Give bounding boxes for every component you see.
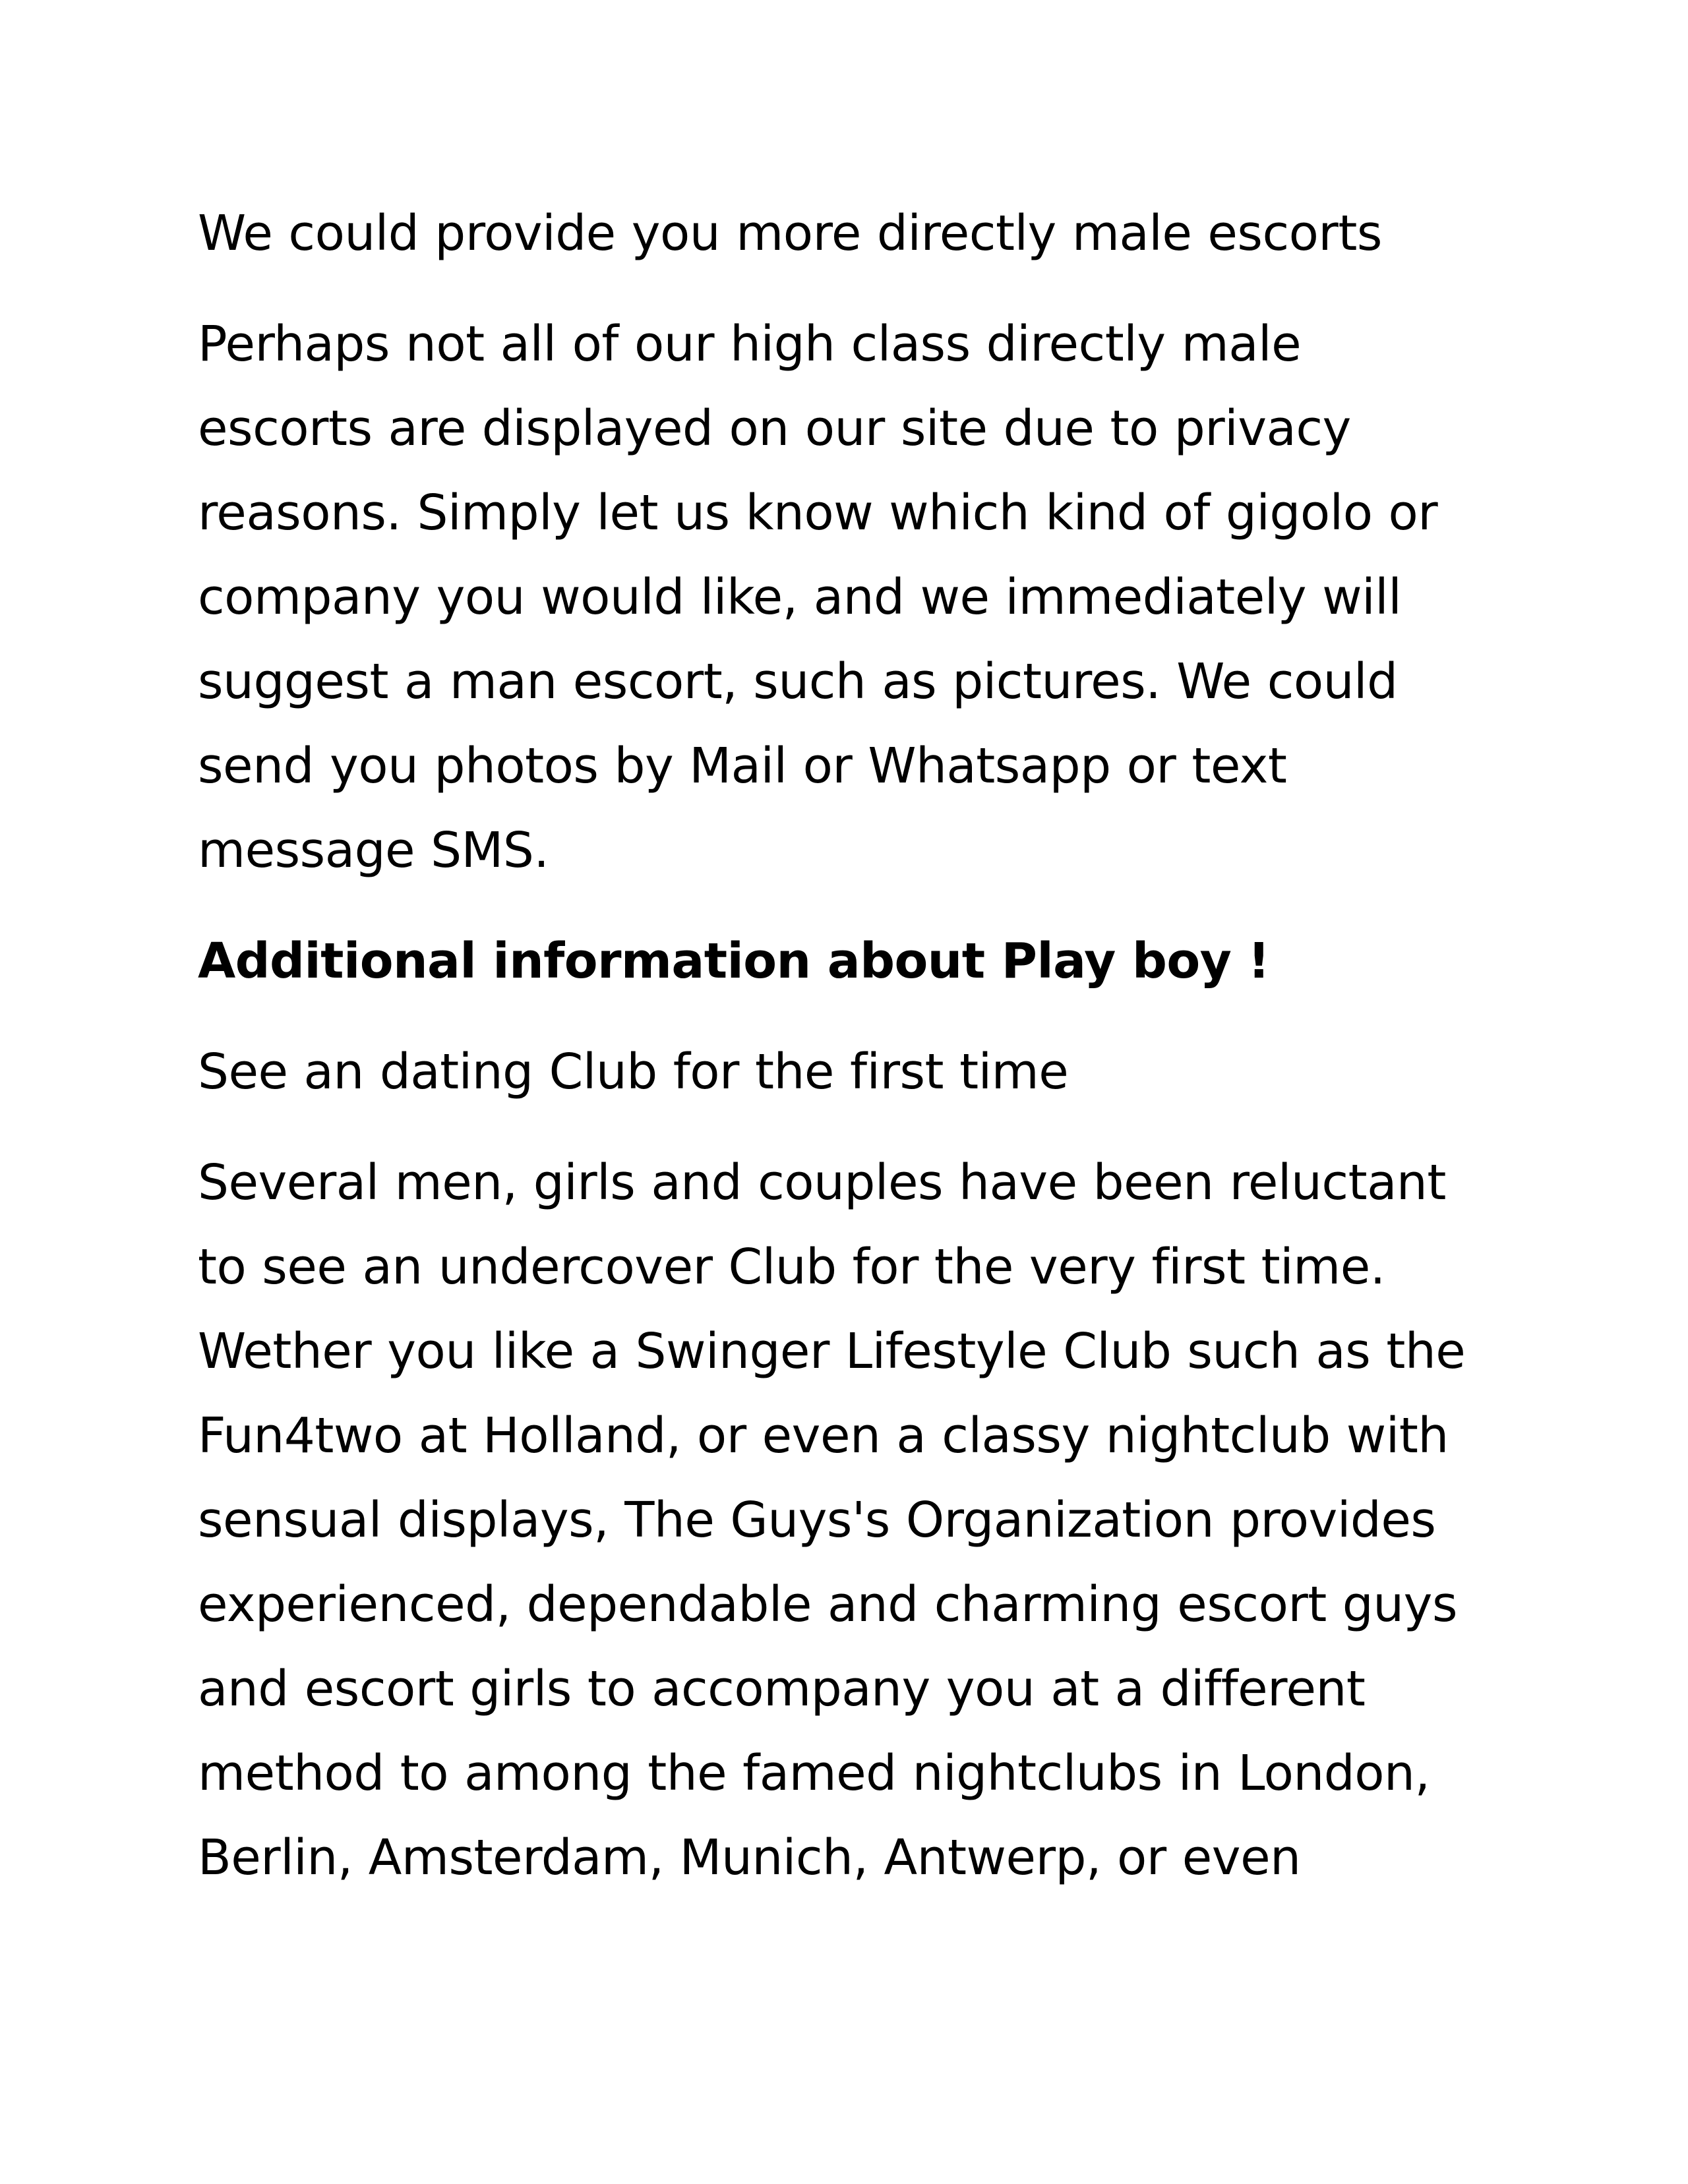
subheading-paragraph — [198, 1030, 1517, 1114]
text-line: escorts are displayed on our site due to privacy — [198, 400, 1351, 457]
text-line: suggest a man escort, such as pictures. We could — [198, 653, 1398, 710]
text-line: Perhaps not all of our high class directly male — [198, 316, 1302, 372]
text-line: reasons. Simply let us know which kind of gigolo or — [198, 485, 1438, 541]
text-line: Wether you like a Swinger Lifestyle Club such as the — [198, 1323, 1466, 1380]
text-line: Berlin, Amsterdam, Munich, Antwerp, or even — [198, 1829, 1301, 1886]
document-body — [198, 191, 1517, 1926]
section-heading: Additional information about Play boy ! — [198, 933, 1270, 989]
text-line: to see an undercover Club for the very first time. — [198, 1239, 1385, 1295]
text-line: method to among the famed nightclubs in London, — [198, 1745, 1430, 1802]
text-line: and escort girls to accompany you at a different — [198, 1661, 1366, 1717]
text-line: We could provide you more directly male escorts — [198, 205, 1382, 262]
text-line: message SMS. — [198, 822, 549, 879]
text-line: send you photos by Mail or Whatsapp or text — [198, 738, 1287, 794]
intro-paragraph — [198, 191, 1517, 276]
text-line: See an dating Club for the first time — [198, 1044, 1069, 1100]
privacy-paragraph — [198, 302, 1517, 893]
text-line: company you would like, and we immediately will — [198, 569, 1402, 626]
text-line: Fun4two at Holland, or even a classy nightclub with — [198, 1407, 1449, 1464]
text-line: experienced, dependable and charming escort guys — [198, 1576, 1458, 1633]
text-line: sensual displays, The Guys's Organization provides — [198, 1492, 1436, 1549]
text-line: Several men, girls and couples have been reluctant — [198, 1154, 1446, 1211]
club-paragraph — [198, 1140, 1517, 1900]
